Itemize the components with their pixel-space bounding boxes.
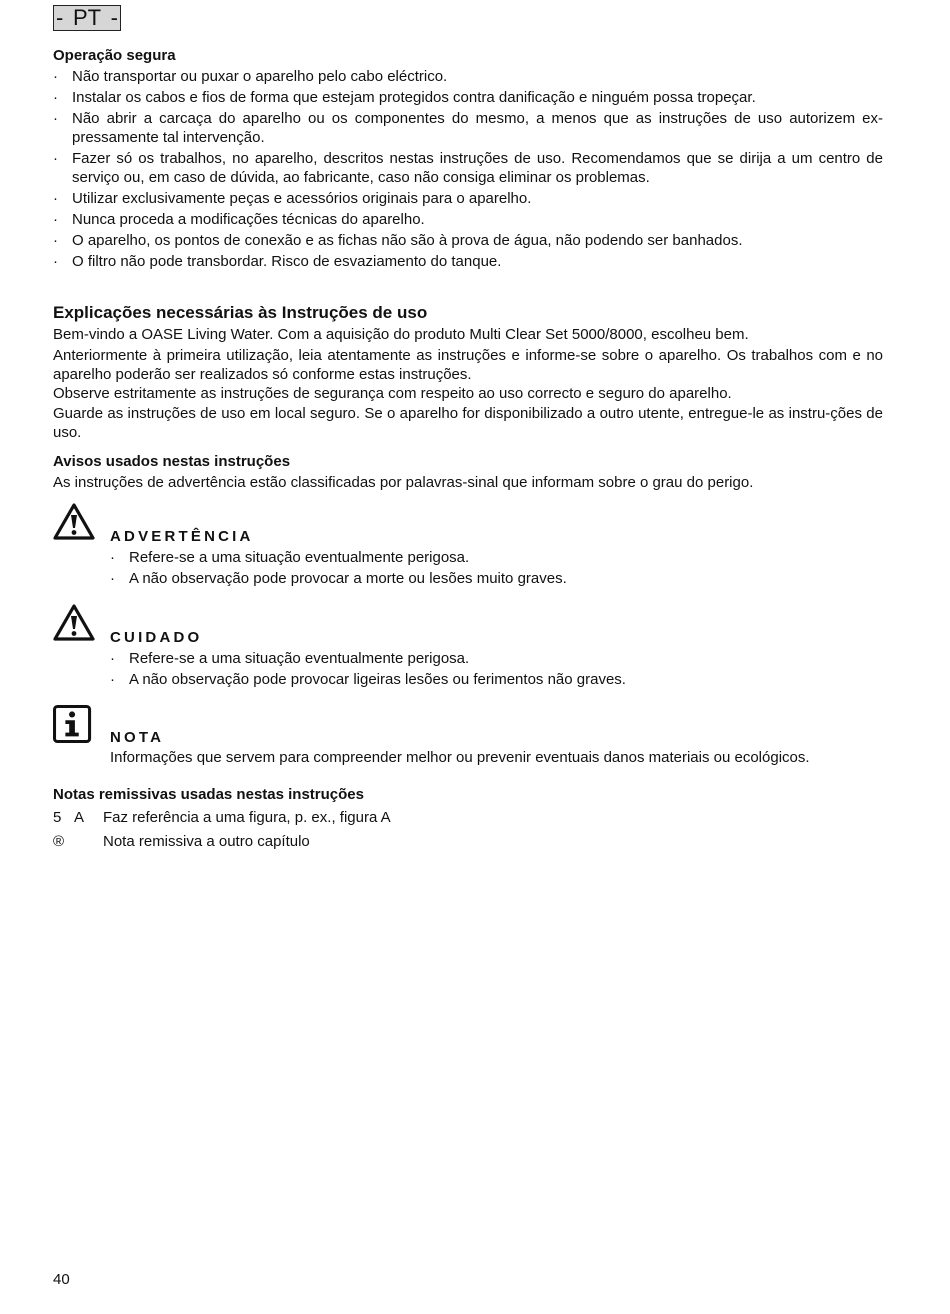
list-item: · A não observação pode provocar a morte ou lesões muito graves. bbox=[110, 570, 567, 587]
info-icon bbox=[53, 704, 93, 744]
warning-list bbox=[110, 548, 880, 590]
bullet: · bbox=[110, 650, 115, 667]
lang-prefix: - bbox=[56, 5, 64, 30]
bullet: · bbox=[53, 211, 58, 228]
bullet: · bbox=[53, 150, 58, 167]
list-item: · A não observação pode provocar ligeiras lesões ou ferimentos não graves. bbox=[110, 671, 626, 688]
paragraph: Bem-vindo a OASE Living Water. Com a aquisição do produto Multi Clear Set 5000/8000, escolheu bem. bbox=[53, 326, 749, 343]
list-item: · Refere-se a uma situação eventualmente perigosa. bbox=[110, 549, 470, 566]
reference-text: Faz referência a uma figura, p. ex., figura A bbox=[103, 809, 391, 826]
note-title: NOTA bbox=[110, 729, 165, 746]
warnings-intro: As instruções de advertência estão classificadas por palavras-sinal que informam sobre o grau do perigo. bbox=[53, 474, 754, 491]
list-item: · Nunca proceda a modificações técnicas do aparelho. bbox=[53, 211, 425, 228]
reference-row bbox=[53, 832, 653, 852]
list-item: · Não abrir a carcaça do aparelho ou os componentes do mesmo, a menos que as instruções de uso autorizem ex-pressamente tal intervenção. bbox=[53, 110, 883, 146]
lang-suffix: - bbox=[110, 5, 118, 30]
paragraph: Guarde as instruções de uso em local seguro. Se o aparelho for disponibilizado a outro utente, entregue-le as instru-ções de uso. bbox=[53, 405, 883, 441]
language-tag bbox=[53, 5, 121, 31]
reference-symbol: 5 bbox=[53, 809, 62, 826]
bullet: · bbox=[53, 68, 58, 85]
note-text: Informações que servem para compreender melhor ou prevenir eventuais danos materiais ou ecológicos. bbox=[110, 749, 810, 766]
list-item: · Instalar os cabos e fios de forma que estejam protegidos contra danificação e ninguém possa tropeçar. bbox=[53, 89, 756, 106]
warnings-used-heading: Avisos usados nestas instruções bbox=[53, 453, 291, 470]
bullet: · bbox=[53, 190, 58, 207]
safe-operation-heading: Operação segura bbox=[53, 47, 176, 64]
list-item: · Utilizar exclusivamente peças e acessórios originais para o aparelho. bbox=[53, 190, 532, 207]
list-item: · Fazer só os trabalhos, no aparelho, descritos nestas instruções de uso. Recomendamos que se dirija a um centro de serviço ou, em caso de dúvida, ao fabricante, caso não consiga eliminar os problemas. bbox=[53, 150, 883, 186]
bullet: · bbox=[53, 253, 58, 270]
bullet: · bbox=[53, 110, 58, 127]
caution-title: CUIDADO bbox=[110, 629, 203, 646]
bullet: · bbox=[53, 89, 58, 106]
warning-block bbox=[53, 503, 883, 593]
list-item: · O filtro não pode transbordar. Risco de esvaziamento do tanque. bbox=[53, 253, 502, 270]
reference-symbol: ® bbox=[53, 833, 65, 850]
reference-row bbox=[53, 808, 653, 828]
warning-title: ADVERTÊNCIA bbox=[110, 528, 254, 545]
lang-code: PT bbox=[72, 5, 102, 30]
safe-operation-list bbox=[53, 67, 883, 273]
explanations-heading: Explicações necessárias às Instruções de uso bbox=[53, 303, 428, 322]
list-item: · Refere-se a uma situação eventualmente perigosa. bbox=[110, 650, 470, 667]
list-item: · Não transportar ou puxar o aparelho pelo cabo eléctrico. bbox=[53, 68, 448, 85]
warning-triangle-icon bbox=[53, 503, 95, 541]
bullet: · bbox=[110, 549, 115, 566]
paragraph: Observe estritamente as instruções de segurança com respeito ao uso correcto e seguro do aparelho. bbox=[53, 385, 732, 402]
caution-list bbox=[110, 649, 880, 691]
page-number: 40 bbox=[53, 1271, 70, 1288]
references-heading: Notas remissivas usadas nestas instruções bbox=[53, 786, 364, 803]
paragraph: Anteriormente à primeira utilização, leia atentamente as instruções e informe-se sobre o aparelho. Os trabalhos com e no aparelho poderão ser realizados só conforme estas instruções. bbox=[53, 347, 883, 383]
bullet: · bbox=[110, 671, 115, 688]
caution-block bbox=[53, 604, 883, 694]
warning-triangle-icon bbox=[53, 604, 95, 642]
bullet: · bbox=[110, 570, 115, 587]
bullet: · bbox=[53, 232, 58, 249]
list-item: · O aparelho, os pontos de conexão e as fichas não são à prova de água, não podendo ser banhados. bbox=[53, 232, 743, 249]
reference-letter: A bbox=[74, 809, 85, 826]
note-block bbox=[53, 704, 883, 774]
reference-text: Nota remissiva a outro capítulo bbox=[103, 833, 310, 850]
